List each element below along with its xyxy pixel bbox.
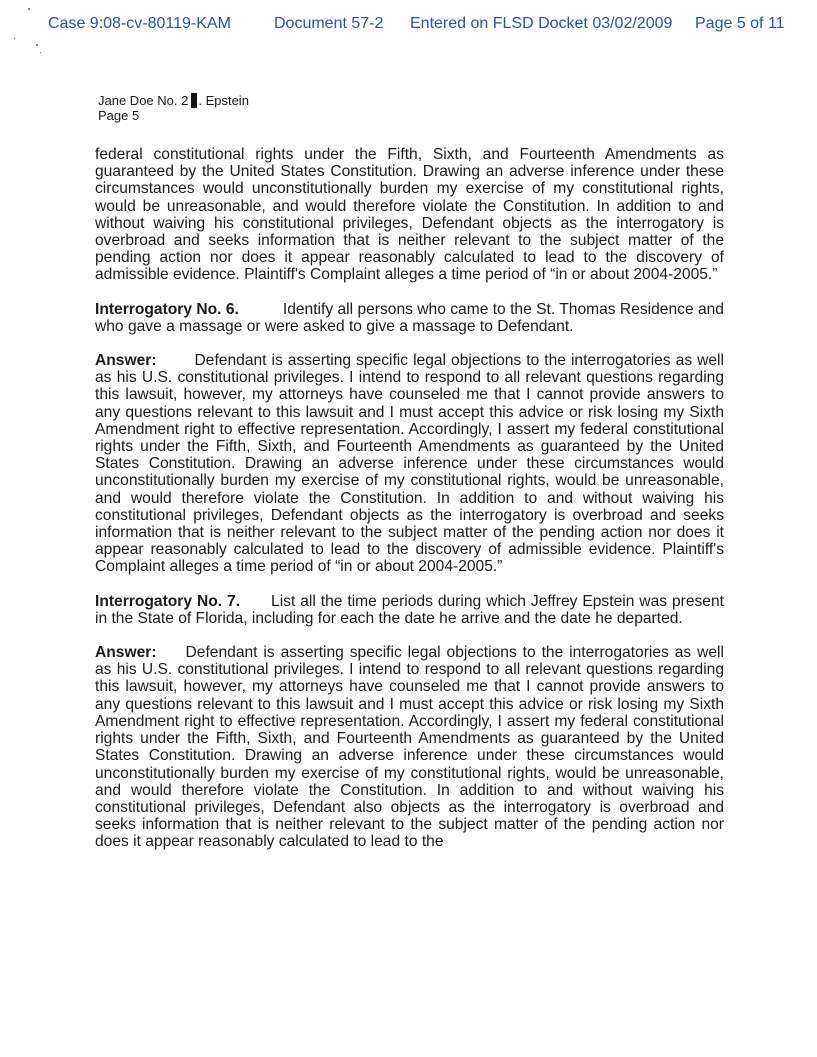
caption-page-label: Page 5 [98,108,140,123]
interrogatory-6-text: Identify all persons who came to the St. Thomas Residence and who gave a massage or were asked to give a massage to Defendant. [95,300,724,335]
carryover-paragraph: federal constitutional rights under the Fifth, Sixth, and Fourteenth Amendments as guaranteed by the United States Constitution. Drawing an adverse inference under these circumstances would unconstitutionally burden my exercise of my constitutional rights, would be unreasonable, and would therefore violate the Constitution. In addition to and without waiving his constitutional privileges, Defendant objects as the interrogatory is overbroad and seeks information that is neither relevant to the subject matter of the pending action nor does it appear reasonably calculated to lead to the discovery of admissible evidence. Plaintiff's Complaint alleges a time period of “in or about 2004-2005.” [95,146,724,284]
answer-6-label: Answer: [95,352,157,370]
caption-plaintiff: Jane Doe No. 2 [98,93,189,108]
interrogatory-7-label: Interrogatory No. 7. [95,592,241,610]
answer-7-text: Defendant is asserting specific legal objections to the interrogatories as well as his U.S. constitutional privileges. I intend to respond to all relevant questions regarding this lawsuit, however, my attorneys have counseled me that I cannot provide answers to any questions relevant to this lawsuit and I must accept this advice or risk losing my Sixth Amendment right to effective representation. Accordingly, I assert my federal constitutional rights under the Fifth, Sixth, and Fourteenth Amendments as guaranteed by the United States Constitution. Drawing an adverse inference under these circumstances would unconstitutionally burden my exercise of my constitutional rights, would be unreasonable, and would therefore violate the Constitution. In addition to and without waiving his constitutional privileges, Defendant also objects as the interrogatory is overbroad and seeks information that is neither relevant to the subject matter of the pending action nor does it appear reasonably calculated to lead to the [95,644,724,851]
header-page-number: Page 5 of 11 [695,15,785,32]
case-caption [98,93,249,123]
interrogatory-7 [95,593,724,627]
interrogatory-7-text: List all the time periods during which Jeffrey Epstein was present in the State of Florida, including for each the date he arrive and the date he departed. [95,592,724,627]
answer-6-text: Defendant is asserting specific legal objections to the interrogatories as well as his U.S. constitutional privileges. I intend to respond to all relevant questions regarding this lawsuit, however, my attorneys have counseled me that I cannot provide answers to any questions relevant to this lawsuit and I must accept this advice or risk losing my Sixth Amendment right to effective representation. Accordingly, I assert my federal constitutional rights under the Fifth, Sixth, and Fourteenth Amendments as guaranteed by the United States Constitution. Drawing an adverse inference under these circumstances would unconstitutionally burden my exercise of my constitutional rights, would be unreasonable, and would therefore violate the Constitution. In addition to and without waiving his constitutional privileges, Defendant objects as the interrogatory is overbroad and seeks information that is neither relevant to the subject matter of the pending action nor does it appear reasonably calculated to lead to the discovery of admissible evidence. Plaintiff's Complaint alleges a time period of “in or about 2004-2005.” [95,352,724,576]
header-document-number: Document 57-2 [274,15,384,32]
docket-header [48,15,785,33]
interrogatory-6 [95,301,724,335]
header-case-number: Case 9:08-cv-80119-KAM [48,15,231,32]
answer-7 [95,644,724,850]
header-entered-date: Entered on FLSD Docket 03/02/2009 [410,15,673,32]
scan-specks [14,8,44,58]
document-body [95,146,724,851]
interrogatory-6-label: Interrogatory No. 6. [95,300,239,318]
answer-6 [95,352,724,576]
caption-defendant: . Epstein [198,93,249,108]
answer-7-label: Answer: [95,644,157,662]
caption-parties [98,93,249,108]
redaction-mark [191,93,197,108]
